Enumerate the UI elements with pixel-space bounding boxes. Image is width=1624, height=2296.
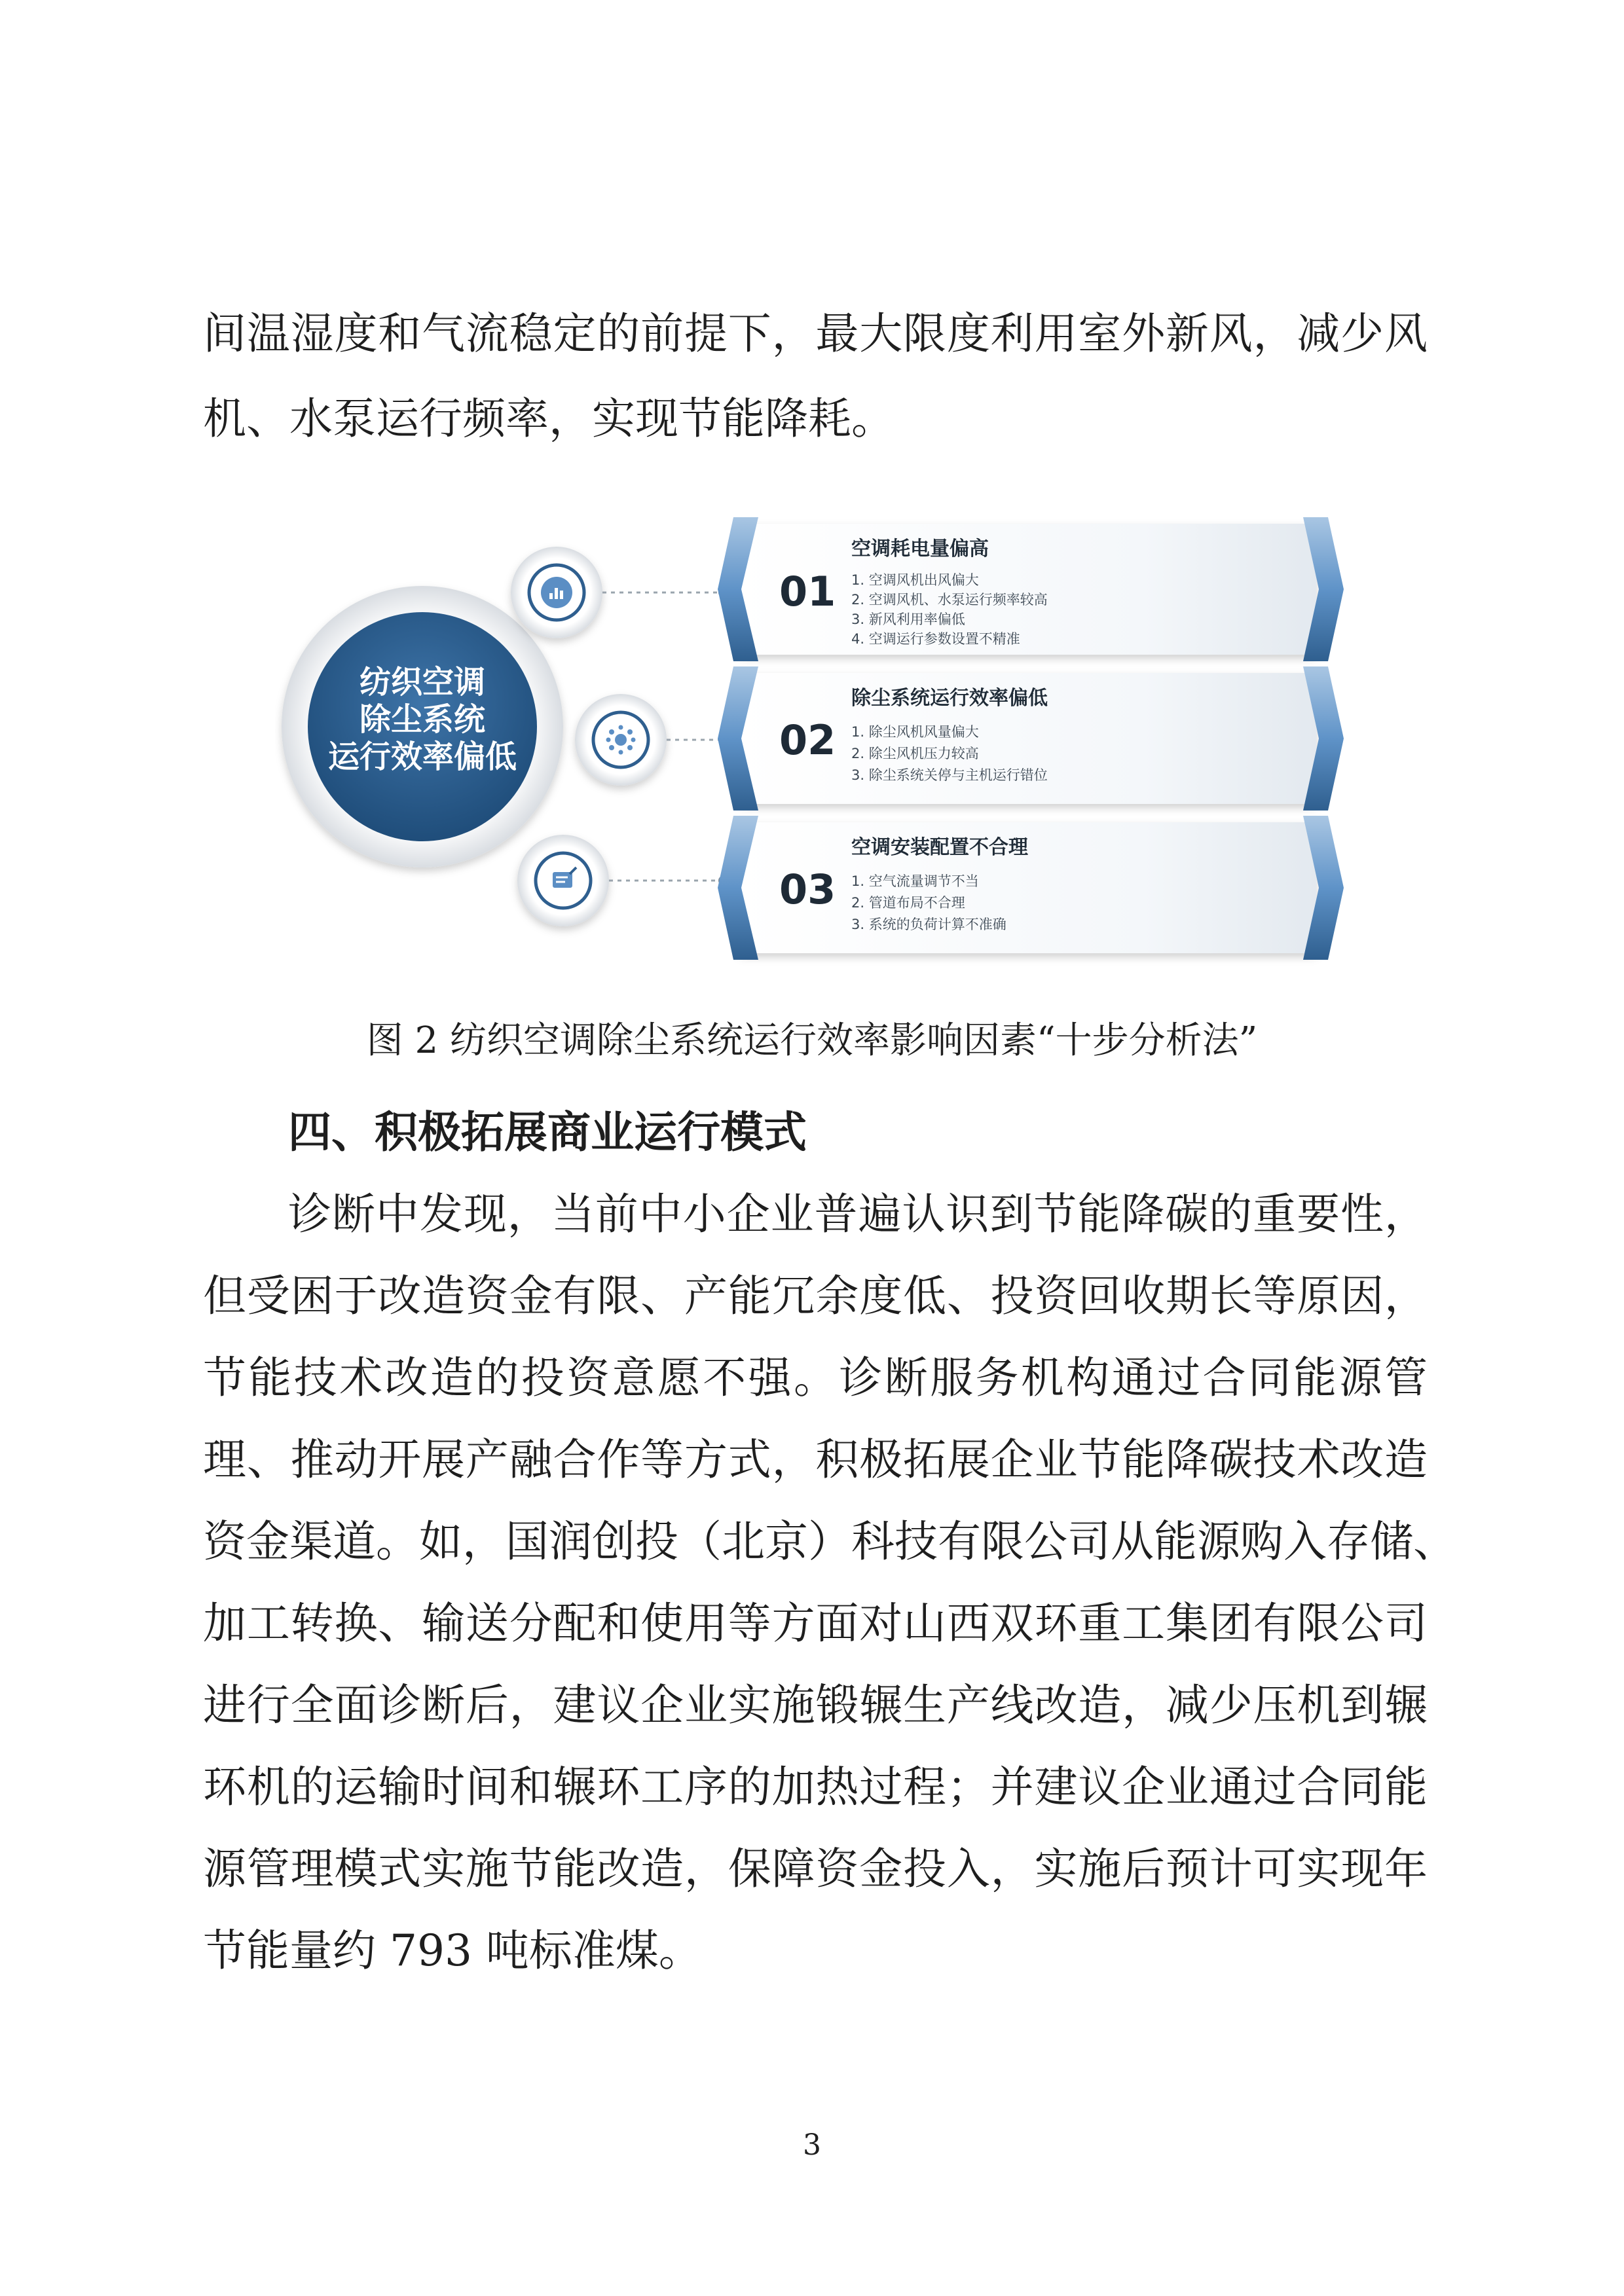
paragraph-line: 理、推动开展产融合作等方式，积极拓展企业节能降碳技术改造 [203,1434,1428,1485]
center-circle [282,586,563,867]
paragraph-line: 加工转换、输送分配和使用等方面对山西双环重工集团有限公司 [203,1598,1428,1649]
factor-number: 02 [779,716,836,764]
paragraph-line: 但受困于改造资金有限、产能冗余度低、投资回收期长等原因， [203,1271,1428,1321]
figure-caption: 图 2 纺织空调除尘系统运行效率影响因素“十步分析法” [366,1019,1258,1062]
paragraph-line: 间温湿度和气流稳定的前提下，最大限度利用室外新风，减少风 [203,308,1428,359]
figure-diagram [275,511,1362,982]
factor-banner [718,666,1344,811]
factor-item: 3. 新风利用率偏低 [851,611,965,627]
paragraph-line: 源管理模式实施节能改造，保障资金投入，实施后预计可实现年 [203,1844,1428,1894]
paragraph-line: 诊断中发现，当前中小企业普遍认识到节能降碳的重要性， [288,1189,1428,1239]
factor-title: 空调安装配置不合理 [851,836,1028,859]
paragraph-line: 进行全面诊断后，建议企业实施锻辗生产线改造，减少压机到辗 [203,1680,1428,1730]
factor-item: 3. 除尘系统关停与主机运行错位 [851,767,1048,783]
factor-item: 1. 除尘风机风量偏大 [851,724,979,740]
factor-title: 空调耗电量偏高 [851,538,989,560]
center-label-line: 除尘系统 [359,701,486,738]
paragraph-line: 机、水泵运行频率，实现节能降耗。 [203,393,895,444]
paragraph-line: 环机的运输时间和辗环工序的加热过程；并建议企业通过合同能 [203,1762,1428,1812]
factor-title: 除尘系统运行效率偏低 [851,687,1048,710]
factor-item: 2. 空调风机、水泵运行频率较高 [851,592,1048,608]
center-label-line: 运行效率偏低 [327,738,517,775]
chart-screen-icon [541,577,572,608]
factor-item: 2. 管道布局不合理 [851,895,965,911]
paragraph-line: 资金渠道。如，国润创投（北京）科技有限公司从能源购入存储、 [203,1516,1456,1567]
page-number: 3 [803,2128,821,2162]
paragraph-line: 节能量约 793 吨标准煤。 [203,1925,702,1976]
factor-banner [718,816,1344,960]
factor-item: 4. 空调运行参数设置不精准 [851,631,1020,647]
factor-item: 2. 除尘风机压力较高 [851,746,979,761]
center-label-line: 纺织空调 [359,664,486,701]
factor-number: 01 [779,568,836,615]
section-heading: 四、积极拓展商业运行模式 [288,1107,807,1157]
factor-item: 1. 空气流量调节不当 [851,873,979,889]
factor-item: 3. 系统的负荷计算不准确 [851,917,1006,932]
factor-number: 03 [779,866,836,913]
factor-icon-circle [575,694,667,786]
factor-icon-circle [517,835,609,926]
factor-item: 1. 空调风机出风偏大 [851,572,979,588]
paragraph-line: 节能技术改造的投资意愿不强。诊断服务机构通过合同能源管 [203,1353,1428,1403]
factor-icon-circle [511,547,602,638]
factor-banner [718,517,1344,661]
